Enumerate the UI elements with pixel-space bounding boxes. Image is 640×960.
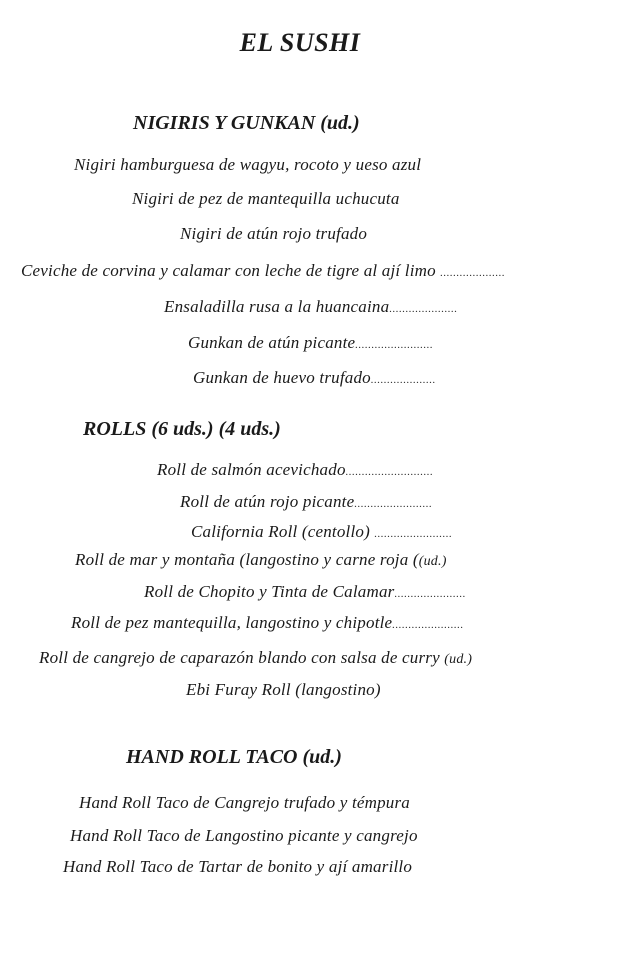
menu-item: Nigiri hamburguesa de wagyu, rocoto y ueso azul [74,155,422,174]
menu-item: Gunkan de atún picante........................ [188,333,434,352]
menu-item: Roll de cangrejo de caparazón blando con salsa de curry (ud.) [39,648,473,667]
menu-item: Nigiri de atún rojo trufado [180,224,368,243]
menu-item: Roll de pez mantequilla, langostino y chipotle...................... [71,613,464,632]
menu-item: Nigiri de pez de mantequilla uchucuta [132,189,400,208]
menu-item: Hand Roll Taco de Tartar de bonito y ají amarillo [63,857,413,876]
menu-item: Hand Roll Taco de Langostino picante y cangrejo [70,826,418,845]
section-heading-nigiris: NIGIRIS Y GUNKAN (ud.) [133,112,360,134]
menu-item: Roll de atún rojo picante........................ [180,492,433,511]
menu-title: EL SUSHI [239,28,361,57]
menu-item: Gunkan de huevo trufado.................... [193,368,436,387]
section-heading-hand-roll-taco: HAND ROLL TACO (ud.) [126,746,342,768]
menu-item: Ceviche de corvina y calamar con leche de tigre al ají limo .................... [21,261,506,280]
menu-item: California Roll (centollo) ........................ [191,522,453,541]
menu-item: Hand Roll Taco de Cangrejo trufado y témpura [79,793,411,812]
menu-item: Roll de mar y montaña (langostino y carne roja ((ud.) [75,550,447,569]
menu-item: Ebi Furay Roll (langostino) [186,680,381,699]
menu-item: Ensaladilla rusa a la huancaina..................... [164,297,458,316]
menu-item: Roll de salmón acevichado........................... [157,460,434,479]
menu-item: Roll de Chopito y Tinta de Calamar...................... [144,582,466,601]
section-heading-rolls: ROLLS (6 uds.) (4 uds.) [83,418,281,440]
